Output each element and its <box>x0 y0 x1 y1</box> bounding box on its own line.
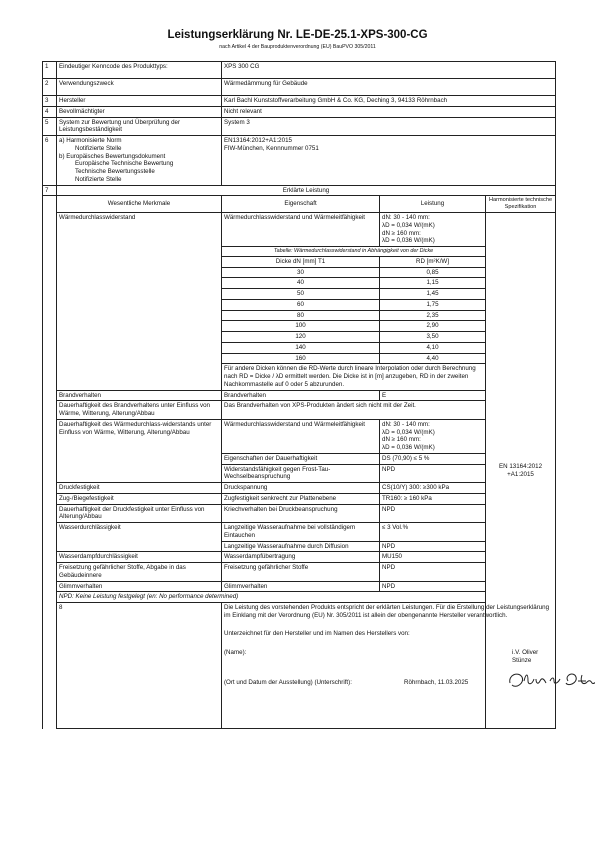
npd-note-row <box>43 592 556 603</box>
declaration-block <box>222 603 556 729</box>
eigenschaft-cell: Widerstandsfähigkeit gegen Frost-Tau-Wechselbeanspruchung <box>222 464 380 483</box>
rd-value: 4,40 <box>380 353 486 364</box>
eigenschaft-cell: Langzeitige Wasseraufnahme bei vollständigem Eintauchen <box>222 523 380 542</box>
merkmal-cell: Brandverhalten <box>57 390 222 401</box>
col-header-leistung: Leistung <box>380 196 486 213</box>
row-label: Bevollmächtigter <box>57 106 222 117</box>
leistung-line: dN ≥ 160 mm: <box>382 436 421 444</box>
row-3 <box>43 96 556 107</box>
leistung-cell: CS(10/Y) 300: ≥300 kPa <box>380 483 486 494</box>
row-7-header <box>43 185 556 196</box>
declaration-text: Die Leistung des vorstehenden Produkts entspricht der erklärten Leistungen. Für die Erstellung der Leistungserklärung im Einklang mit der Verordnung (EU) Nr. 305/2011 ist allein der obengenannte Hersteller verantwortlich. <box>224 604 550 619</box>
leistung-cell: NPD <box>380 563 486 582</box>
row-2 <box>43 79 556 96</box>
row-1 <box>43 62 556 79</box>
signature-area <box>224 637 553 727</box>
leistung-line: λD = 0,034 W/(mK) <box>382 221 435 229</box>
leistung-line: dN: 30 - 140 mm: <box>382 420 430 428</box>
rd-value: 0,85 <box>380 267 486 278</box>
leistung-cell: NPD <box>380 541 486 552</box>
eigenschaft-cell: Wärmedurchlasswiderstand und Wärmeleitfähigkeit <box>222 213 380 247</box>
perf-row <box>43 390 556 401</box>
leistung-cell: NPD <box>380 504 486 523</box>
row-6 <box>43 136 556 186</box>
rd-dicke: 60 <box>222 299 380 310</box>
leistung-line: λD = 0,034 W/(mK) <box>382 428 435 436</box>
eigenschaft-cell: Zugfestigkeit senkrecht zur Plattenebene <box>222 493 380 504</box>
eigenschaft-cell: Eigenschaften der Dauerhaftigkeit <box>222 453 380 464</box>
leistung-cell <box>380 419 486 453</box>
row-5 <box>43 117 556 136</box>
leistung-cell: NPD <box>380 464 486 483</box>
merkmal-cell: Dauerhaftigkeit der Druckfestigkeit unter Einfluss von Alterung/Abbau <box>57 504 222 523</box>
col-header-spezifikation: Harmonisierte technische Spezifikation <box>486 196 556 213</box>
waerme-row <box>43 213 556 247</box>
perf-row <box>43 483 556 494</box>
rd-value: 1,75 <box>380 299 486 310</box>
eigenschaft-cell: Kriechverhalten bei Druckbeanspruchung <box>222 504 380 523</box>
handwritten-signature <box>506 667 595 693</box>
rd-dicke: 120 <box>222 332 380 343</box>
notified-body-label: Notifizierte Stelle <box>75 144 122 152</box>
eta-label: Europäische Technische Bewertung <box>75 160 174 168</box>
perf-row <box>43 581 556 592</box>
leistung-line: dN ≥ 160 mm: <box>382 229 421 237</box>
perf-row <box>43 401 556 420</box>
eigenschaft-cell: Das Brandverhalten von XPS-Produkten ändert sich nicht mit der Zeit. <box>222 401 486 420</box>
leistung-cell: DS (70,90) ≤ 5 % <box>380 453 486 464</box>
perf-row <box>43 493 556 504</box>
leistung-line: dN: 30 - 140 mm: <box>382 214 430 222</box>
merkmal-cell: Dauerhaftigkeit des Brandverhaltens unter Einfluss von Wärme, Witterung, Alterung/Abbau <box>57 401 222 420</box>
norm-value: EN13164:2012+A1:2015 <box>224 137 292 144</box>
merkmal-cell: Wasserdurchlässigkeit <box>57 523 222 552</box>
page-title: Leistungserklärung Nr. LE-DE-25.1-XPS-300-CG <box>167 29 428 41</box>
row-4 <box>43 106 556 117</box>
leistung-cell: TR160: ≥ 160 kPa <box>380 493 486 504</box>
rd-value: 3,50 <box>380 332 486 343</box>
rd-table-caption: Tabelle: Wärmedurchlasswiderstand in Abhängigkeit von der Dicke <box>222 247 486 257</box>
row-number-spacer <box>43 196 57 729</box>
row-8 <box>43 603 556 729</box>
rd-col-rd: RD [m²K/W] <box>380 256 486 267</box>
place-date-value: Röhrnbach, 11.03.2025 <box>404 679 469 687</box>
rd-dicke: 80 <box>222 310 380 321</box>
eigenschaft-cell: Freisetzung gefährlicher Stoffe <box>222 563 380 582</box>
row-number: 5 <box>43 117 57 136</box>
eigenschaft-cell: Glimmverhalten <box>222 581 380 592</box>
eigenschaft-cell: Brandverhalten <box>222 390 380 401</box>
row-value: Nicht relevant <box>222 106 556 117</box>
place-date-label: (Ort und Datum der Ausstellung) (Unterschrift): <box>224 679 352 687</box>
rd-note: Für andere Dicken können die RD-Werte durch lineare Interpolation oder durch Berechnung nach RD = Dicke / λD ermittelt werden. Die Dicke ist in [m] anzugeben, RD in der zweiten Nachkommastelle auf 0 oder 5 abzurunden. <box>222 364 486 390</box>
rd-value: 2,35 <box>380 310 486 321</box>
row-label: Hersteller <box>57 96 222 107</box>
row-value: Karl Bachl Kunststoffverarbeitung GmbH & Co. KG, Deching 3, 94133 Röhrnbach <box>222 96 556 107</box>
tab-label: Technische Bewertungsstelle <box>75 168 155 175</box>
leistung-cell: ≤ 3 Vol.% <box>380 523 486 542</box>
notified-body-label-b: Notifizierte Stelle <box>75 175 122 183</box>
leistung-cell: E <box>380 390 486 401</box>
spezifikation-value: EN 13164:2012 +A1:2015 <box>486 213 556 729</box>
row-number: 2 <box>43 79 57 96</box>
merkmal-cell: Glimmverhalten <box>57 581 222 592</box>
name-value: i.V. Oliver Stünze <box>512 649 539 665</box>
signed-for-text: Unterzeichnet für den Hersteller und im Namen des Herstellers von: <box>224 629 410 637</box>
merkmal-cell: Freisetzung gefährlicher Stoffe, Abgabe in das Gebäudeinnere <box>57 563 222 582</box>
eigenschaft-cell: Wasserdampfübertragung <box>222 552 380 563</box>
row-number: 4 <box>43 106 57 117</box>
rd-value: 4,10 <box>380 342 486 353</box>
eigenschaft-cell: Druckspannung <box>222 483 380 494</box>
rd-col-dicke: Dicke dN [mm] T1 <box>222 256 380 267</box>
row-number: 6 <box>43 136 57 186</box>
leistung-line: λD = 0,036 W/(mK) <box>382 237 435 245</box>
row-number: 7 <box>43 185 57 196</box>
perf-row <box>43 552 556 563</box>
row-number: 8 <box>57 603 222 729</box>
row-label: Verwendungszweck <box>57 79 222 96</box>
row-value: System 3 <box>222 117 556 136</box>
rd-value: 1,45 <box>380 289 486 300</box>
wasser-row <box>43 523 556 542</box>
eigenschaft-cell: Wärmedurchlasswiderstand und Wärmeleitfähigkeit <box>222 419 380 453</box>
row-value <box>222 136 556 186</box>
perf-row <box>43 504 556 523</box>
rd-value: 2,90 <box>380 321 486 332</box>
rd-dicke: 30 <box>222 267 380 278</box>
merkmal-cell: Druckfestigkeit <box>57 483 222 494</box>
row-label: System zur Bewertung und Überprüfung der Leistungsbeständigkeit <box>57 117 222 136</box>
section-title: Erklärte Leistung <box>57 185 556 196</box>
col-header-eigenschaft: Eigenschaft <box>222 196 380 213</box>
rd-value: 1,15 <box>380 278 486 289</box>
performance-column-headers <box>43 196 556 213</box>
merkmal-cell: Wärmedurchlasswiderstand <box>57 213 222 391</box>
declaration-table <box>42 61 556 729</box>
ead-label: b) Europäisches Bewertungsdokument <box>59 152 166 160</box>
merkmal-cell: Zug-/Biegefestigkeit <box>57 493 222 504</box>
merkmal-cell: Dauerhaftigkeit des Wärmedurchlass-widerstands unter Einfluss von Wärme, Witterung, Alterung/Abbau <box>57 419 222 482</box>
rd-dicke: 160 <box>222 353 380 364</box>
leistung-cell: MU150 <box>380 552 486 563</box>
rd-dicke: 100 <box>222 321 380 332</box>
row-number: 1 <box>43 62 57 79</box>
row-value: Wärmedämmung für Gebäude <box>222 79 556 96</box>
dauer-row <box>43 419 556 453</box>
perf-row <box>43 563 556 582</box>
leistung-cell: NPD <box>380 581 486 592</box>
row-label <box>57 136 222 186</box>
leistung-line: λD = 0,036 W/(mK) <box>382 444 435 452</box>
leistung-cell <box>380 213 486 247</box>
row-value: XPS 300 CG <box>222 62 556 79</box>
page-subtitle: nach Artikel 4 der Bauproduktenverordnung (EU) BauPVO 305/2011 <box>219 44 376 50</box>
norm-label: a) Harmonisierte Norm <box>59 137 122 144</box>
rd-dicke: 140 <box>222 342 380 353</box>
merkmal-cell: Wasserdampfdurchlässigkeit <box>57 552 222 563</box>
rd-dicke: 40 <box>222 278 380 289</box>
npd-note: NPD: Keine Leistung festgelegt (en: No performance determined) <box>57 592 486 603</box>
name-label: (Name): <box>224 649 247 657</box>
eigenschaft-cell: Langzeitige Wasseraufnahme durch Diffusion <box>222 541 380 552</box>
notified-body-value: FIW-München, Kennnummer 0751 <box>224 144 319 152</box>
row-number: 3 <box>43 96 57 107</box>
rd-dicke: 50 <box>222 289 380 300</box>
row-label: Eindeutiger Kenncode des Produkttyps: <box>57 62 222 79</box>
col-header-merkmale: Wesentliche Merkmale <box>57 196 222 213</box>
